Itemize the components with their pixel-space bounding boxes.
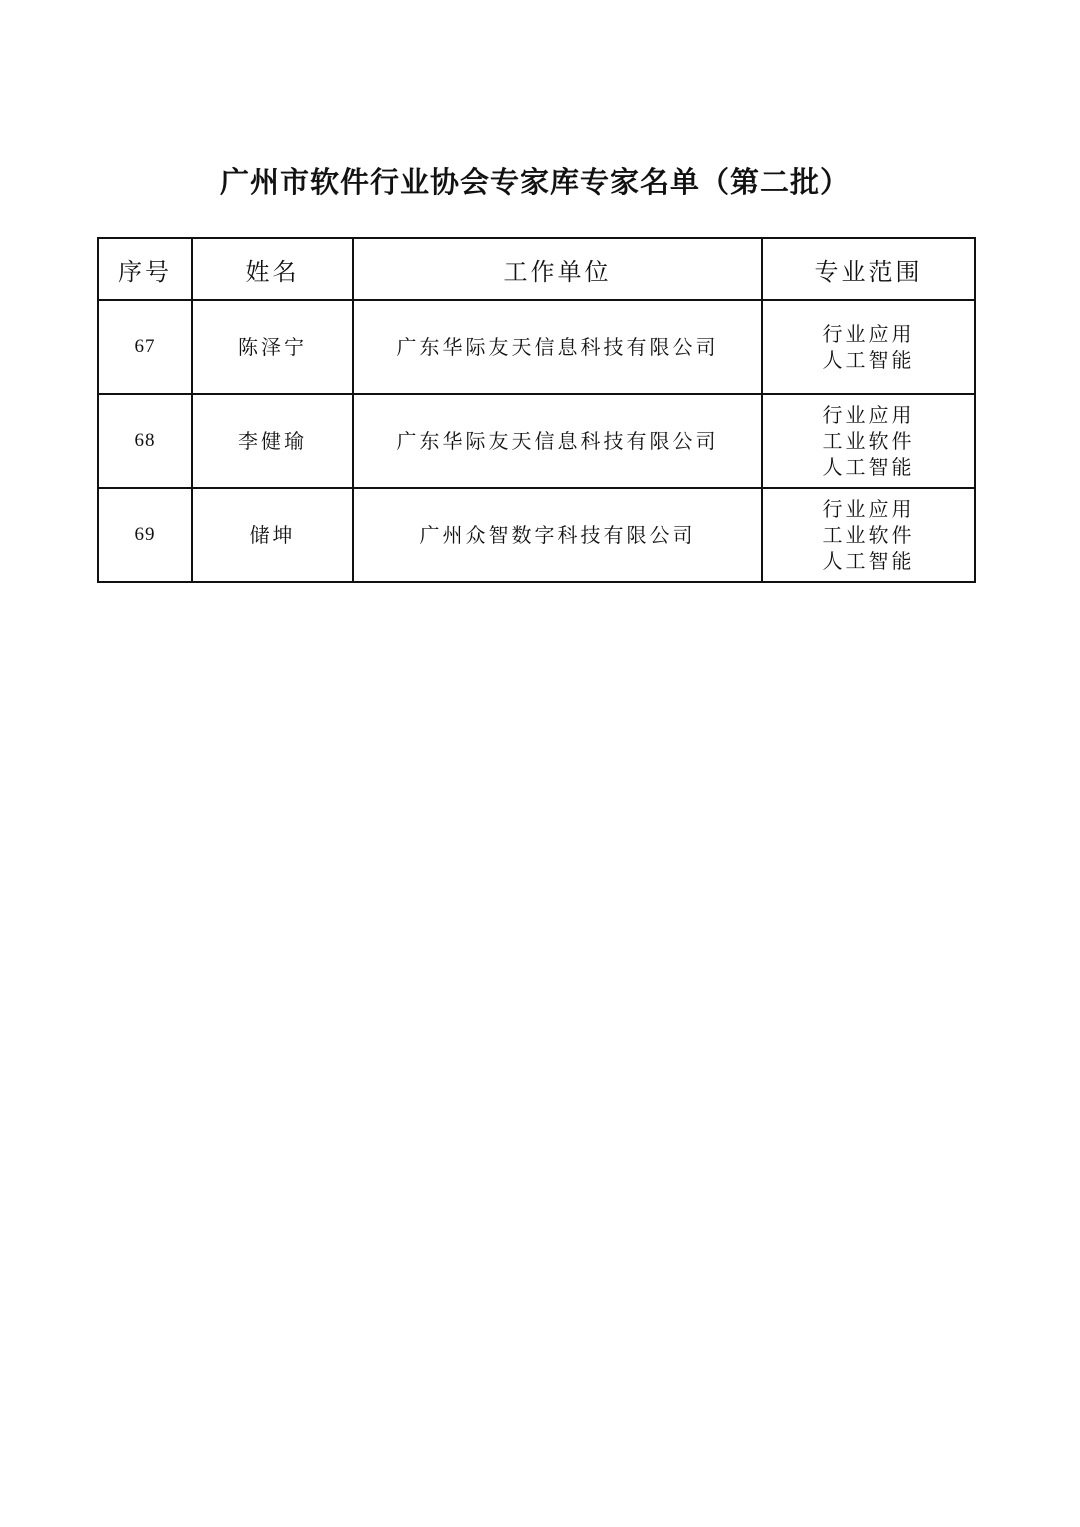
- cell-seq: 69: [98, 488, 192, 582]
- scope-item: 行业应用: [822, 322, 915, 346]
- cell-name: 储坤: [192, 488, 353, 582]
- header-company: 工作单位: [353, 238, 762, 300]
- table-header-row: [98, 238, 975, 300]
- table-row: [98, 300, 975, 394]
- scope-item: 人工智能: [822, 348, 915, 372]
- cell-seq: 68: [98, 394, 192, 488]
- cell-name: 陈泽宁: [192, 300, 353, 394]
- header-seq: 序号: [98, 238, 192, 300]
- cell-company: 广东华际友天信息科技有限公司: [353, 394, 762, 488]
- scope-item: 人工智能: [822, 455, 915, 479]
- table-row: [98, 488, 975, 582]
- cell-company: 广东华际友天信息科技有限公司: [353, 300, 762, 394]
- cell-scope: [762, 300, 975, 394]
- cell-scope: [762, 394, 975, 488]
- scope-item: 人工智能: [822, 549, 915, 573]
- page-title: 广州市软件行业协会专家库专家名单（第二批）: [219, 165, 850, 199]
- cell-scope: [762, 488, 975, 582]
- scope-item: 行业应用: [822, 497, 915, 521]
- cell-company: 广州众智数字科技有限公司: [353, 488, 762, 582]
- cell-name: 李健瑜: [192, 394, 353, 488]
- header-name: 姓名: [192, 238, 353, 300]
- scope-item: 行业应用: [822, 403, 915, 427]
- expert-list-table: [97, 237, 976, 583]
- cell-seq: 67: [98, 300, 192, 394]
- scope-item: 工业软件: [822, 523, 915, 547]
- table-row: [98, 394, 975, 488]
- scope-item: 工业软件: [822, 429, 915, 453]
- header-scope: 专业范围: [762, 238, 975, 300]
